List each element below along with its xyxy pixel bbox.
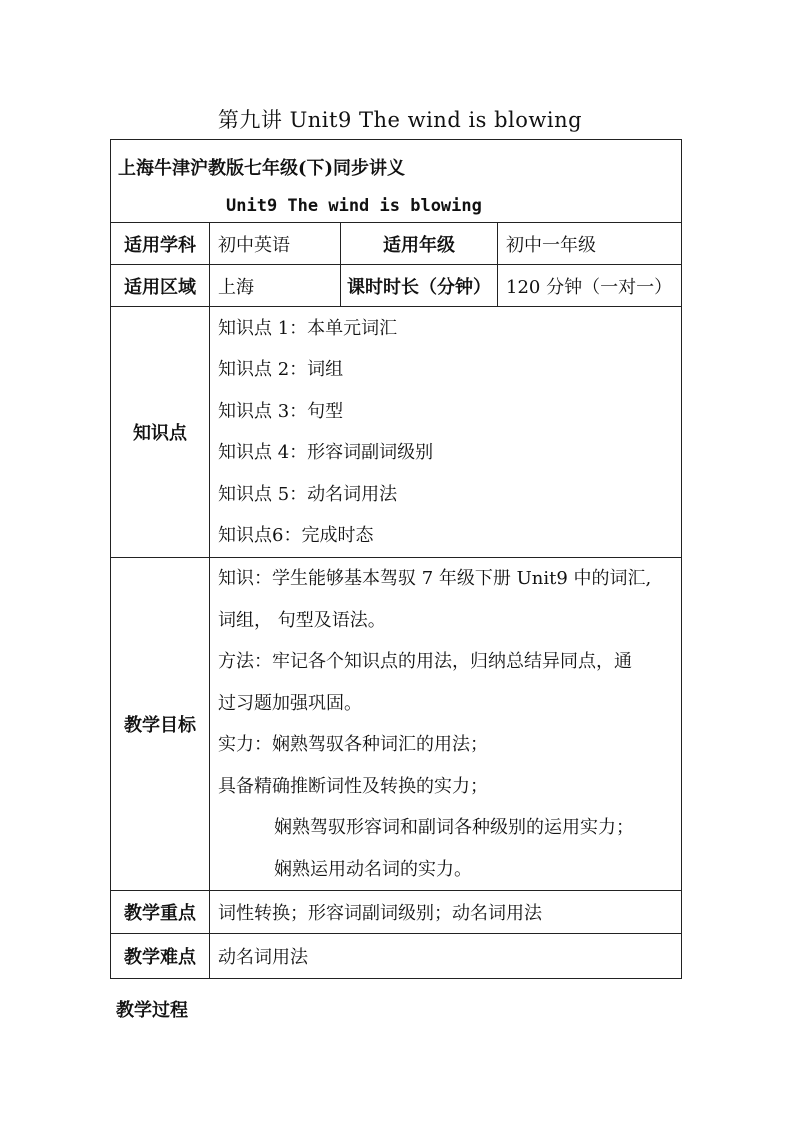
- knowledge-item: 知识点6：完成时态: [218, 525, 374, 546]
- region-label: 适用区域: [111, 265, 210, 307]
- goal-line: 具备精确推断词性及转换的实力；: [218, 775, 488, 797]
- header-cell: [111, 140, 682, 223]
- knowledge-item: 知识点 5：动名词用法: [218, 483, 398, 505]
- goal-line: 过习题加强巩固。: [218, 692, 362, 714]
- duration-value: 120 分钟（一对一）: [498, 265, 682, 307]
- knowledge-item: 知识点 3：句型: [218, 400, 344, 422]
- header-subtitle: Unit9 The wind is blowing: [226, 196, 482, 216]
- grade-label: 适用年级: [341, 223, 498, 265]
- knowledge-row: [111, 307, 682, 558]
- goal-line: 方法：牢记各个知识点的用法，归纳总结异同点，通: [218, 651, 632, 672]
- goals-list: [210, 558, 682, 891]
- difficulties-label: 教学难点: [111, 934, 210, 979]
- goal-line: 娴熟驾驭形容词和副词各种级别的运用实力；: [274, 817, 634, 838]
- goal-line: 知识：学生能够基本驾驭 7 年级下册 Unit9 中的词汇,: [218, 568, 652, 589]
- goal-line: 实力：娴熟驾驭各种词汇的用法；: [218, 734, 488, 755]
- region-value: 上海: [210, 265, 341, 307]
- knowledge-item: 知识点 1：本单元词汇: [218, 317, 398, 339]
- key-points-row: [111, 891, 682, 934]
- subject-grade-row: [111, 223, 682, 265]
- key-points-label: 教学重点: [111, 891, 210, 934]
- difficulties-row: [111, 934, 682, 979]
- header-title: 上海牛津沪教版七年级(下)同步讲义: [118, 158, 406, 179]
- knowledge-item: 知识点 2：词组: [218, 359, 344, 380]
- goals-label: 教学目标: [111, 558, 210, 891]
- subject-label: 适用学科: [111, 223, 210, 265]
- grade-value: 初中一年级: [498, 223, 682, 265]
- process-heading: 教学过程: [116, 1000, 188, 1021]
- document-title: 第九讲 Unit9 The wind is blowing: [217, 108, 583, 132]
- knowledge-label: 知识点: [111, 307, 210, 558]
- lesson-info-table: [110, 139, 682, 979]
- knowledge-list: [210, 307, 682, 558]
- subject-value: 初中英语: [210, 223, 341, 265]
- region-duration-row: [111, 265, 682, 307]
- difficulties-value: 动名词用法: [210, 934, 682, 979]
- goal-line: 词组， 句型及语法。: [218, 609, 386, 631]
- header-row: [111, 140, 682, 223]
- goals-row: [111, 558, 682, 891]
- knowledge-item: 知识点 4：形容词副词级别: [218, 442, 434, 463]
- goal-line: 娴熟运用动名词的实力。: [274, 858, 472, 880]
- duration-label: 课时时长（分钟）: [341, 265, 498, 307]
- key-points-value: 词性转换；形容词副词级别；动名词用法: [210, 891, 682, 934]
